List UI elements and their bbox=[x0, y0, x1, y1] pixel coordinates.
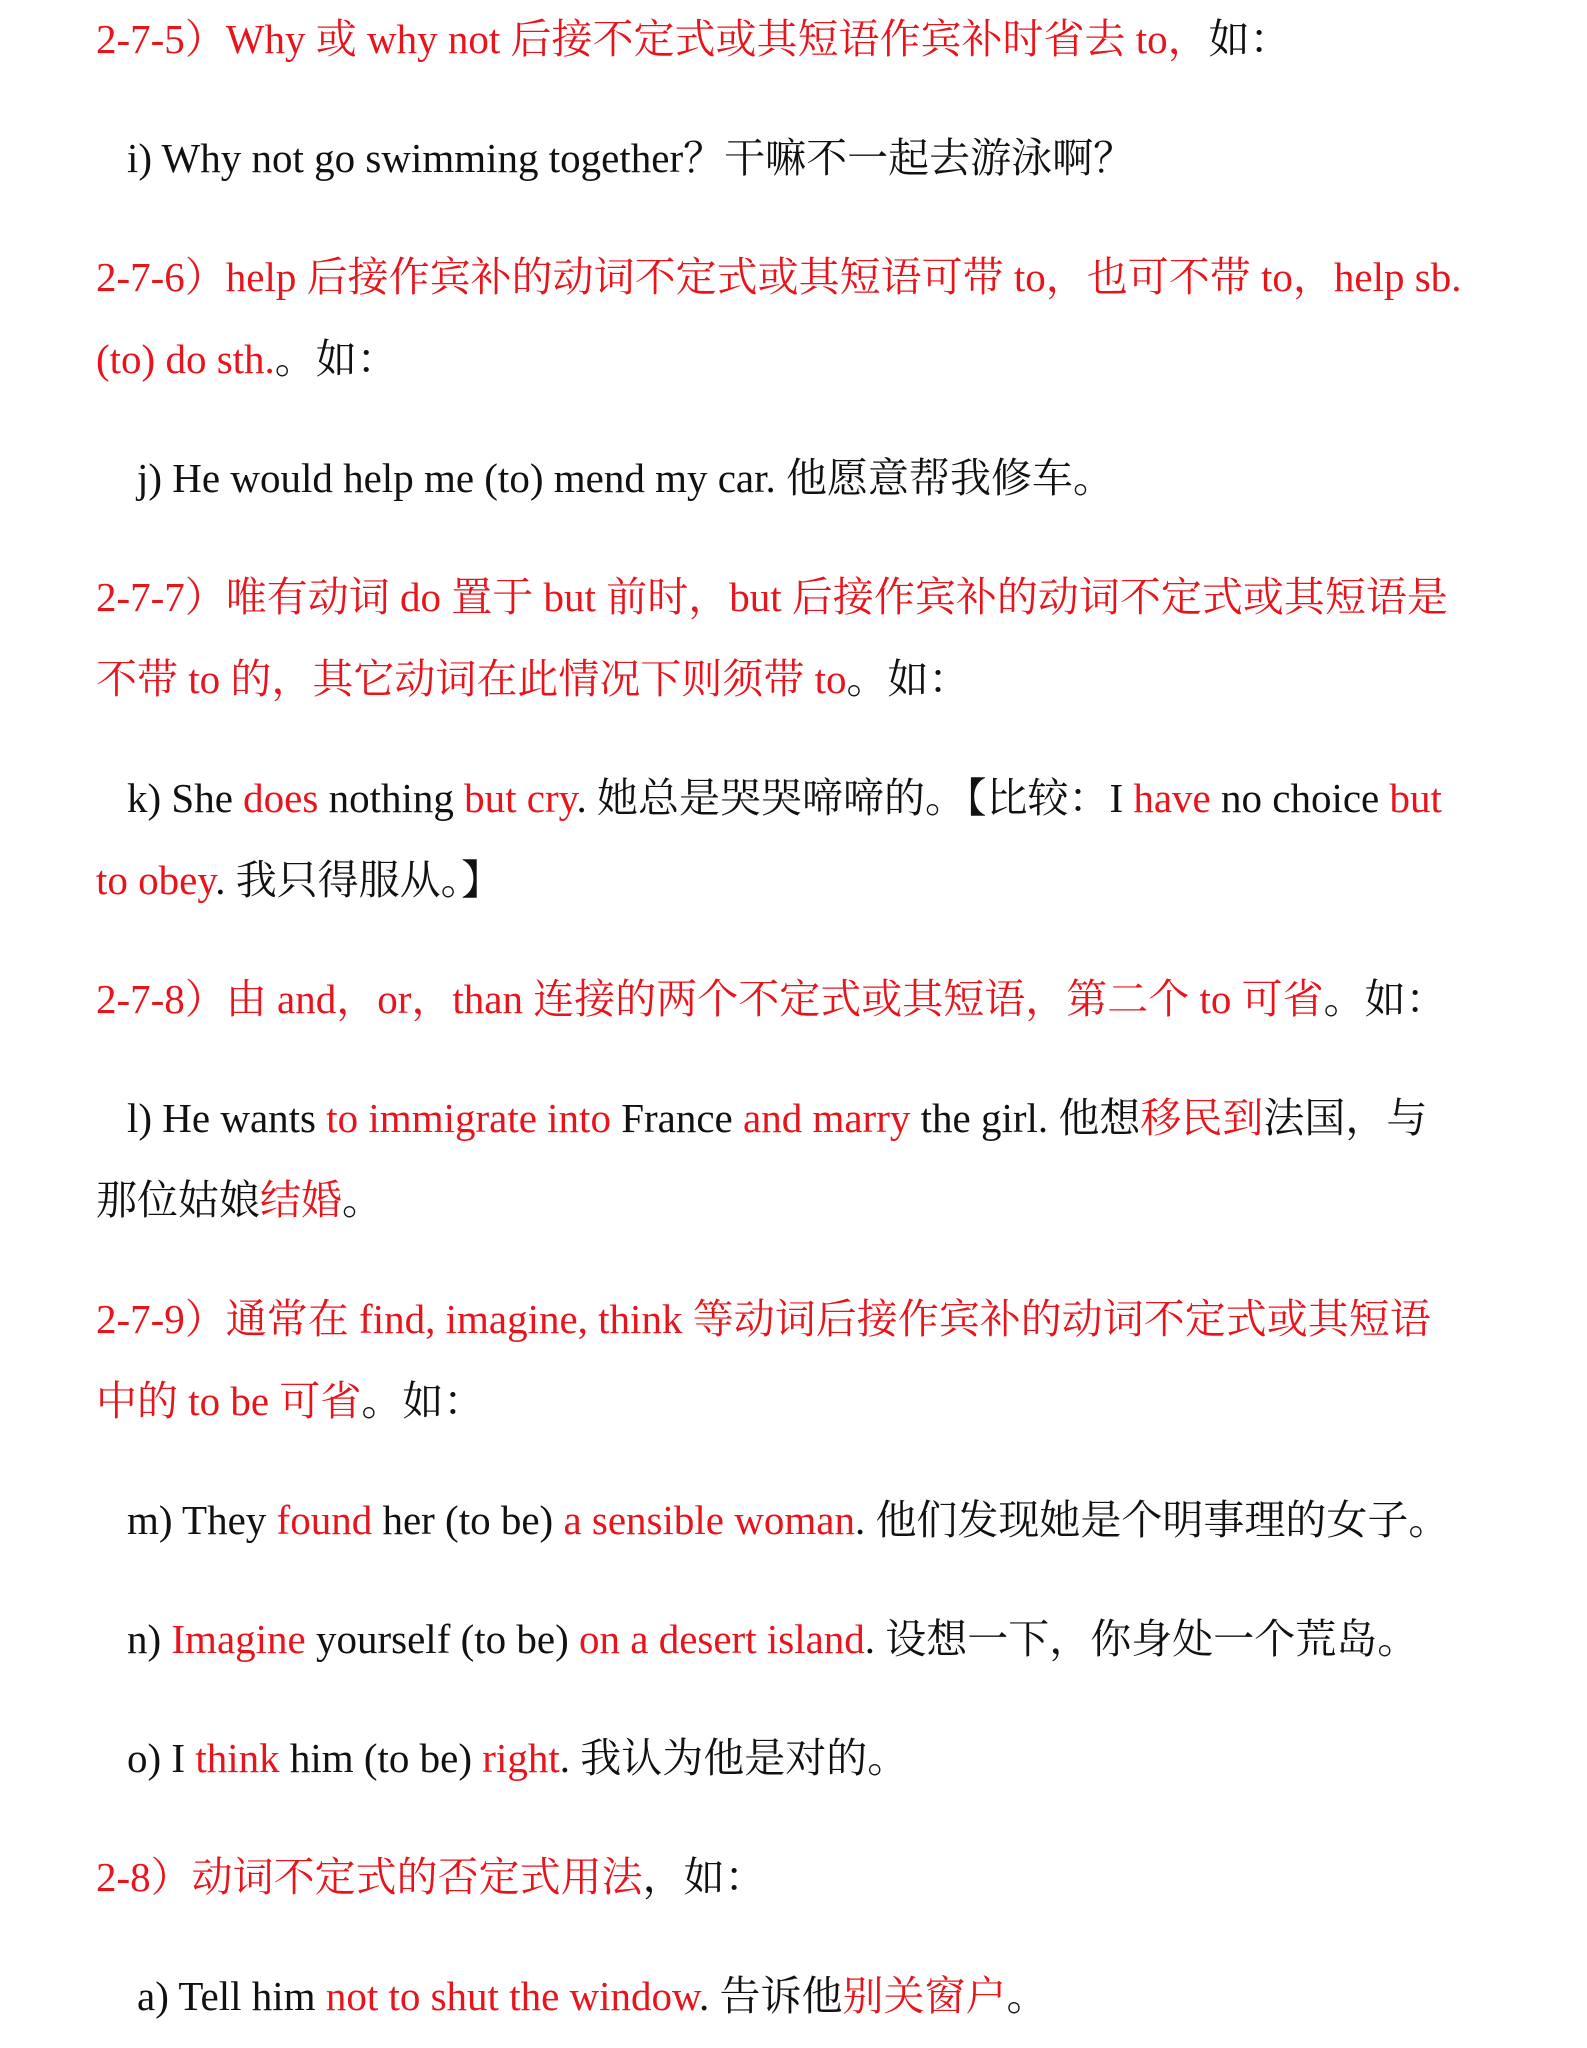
heading-2-7-7-line2 bbox=[96, 654, 970, 704]
highlighted-text: 别关窗户 bbox=[842, 1973, 1007, 2019]
body-text: . 他们发现她是个明事理的女子。 bbox=[854, 1497, 1450, 1543]
body-text: 。如： bbox=[361, 1378, 485, 1424]
example-j bbox=[137, 453, 1114, 503]
example-n bbox=[127, 1614, 1418, 1664]
highlighted-text: to obey bbox=[96, 857, 216, 903]
highlighted-text: think bbox=[195, 1735, 280, 1781]
body-text: . 设想一下，你身处一个荒岛。 bbox=[864, 1616, 1419, 1662]
heading-2-7-6-line1 bbox=[96, 252, 1461, 302]
highlighted-text: not to shut the window bbox=[325, 1973, 699, 2019]
highlighted-text: 2-7-6）help 后接作宾补的动词不定式或其短语可带 to，也可不带 to，help sb. bbox=[96, 254, 1462, 300]
highlighted-text: and marry bbox=[743, 1095, 911, 1141]
body-text: 。如： bbox=[274, 336, 398, 382]
body-text: k) She bbox=[127, 775, 244, 821]
body-text: . 告诉他 bbox=[698, 1973, 843, 2019]
body-text: . 我只得服从。】 bbox=[215, 857, 503, 903]
body-text: ，如： bbox=[642, 1854, 766, 1900]
example-l-line2 bbox=[96, 1175, 383, 1225]
body-text: l) He wants bbox=[127, 1095, 327, 1141]
heading-2-7-7-line1 bbox=[96, 572, 1448, 622]
highlighted-text: found bbox=[276, 1497, 373, 1543]
highlighted-text: have bbox=[1133, 775, 1211, 821]
example-k-line1 bbox=[127, 773, 1442, 823]
body-text: 。如： bbox=[1323, 976, 1447, 1022]
body-text: her (to be) bbox=[372, 1497, 564, 1543]
body-text: . 我认为他是对的。 bbox=[559, 1735, 909, 1781]
highlighted-text: on a desert island bbox=[579, 1616, 865, 1662]
body-text: him (to be) bbox=[279, 1735, 483, 1781]
body-text: 。 bbox=[342, 1177, 383, 1223]
body-text: the girl. 他想 bbox=[910, 1095, 1141, 1141]
highlighted-text: 2-8）动词不定式的否定式用法 bbox=[96, 1854, 643, 1900]
body-text: 那位姑娘 bbox=[96, 1177, 260, 1223]
body-text: 。如： bbox=[846, 656, 970, 702]
body-text: 如： bbox=[1208, 16, 1291, 62]
highlighted-text: does bbox=[243, 775, 319, 821]
heading-2-7-9-line2 bbox=[96, 1376, 484, 1426]
example-l-line1 bbox=[127, 1093, 1427, 1143]
body-text: yourself (to be) bbox=[305, 1616, 579, 1662]
body-text: j) He would help me (to) mend my car. 他愿意帮我修车。 bbox=[137, 455, 1114, 501]
highlighted-text: 2-7-5）Why 或 why not 后接不定式或其短语作宾补时省去 to， bbox=[96, 16, 1209, 62]
highlighted-text: 中的 to be 可省 bbox=[96, 1378, 362, 1424]
highlighted-text: but bbox=[1389, 775, 1442, 821]
body-text: 。 bbox=[1006, 1973, 1048, 2019]
example-i bbox=[127, 133, 1134, 183]
highlighted-text: 结婚 bbox=[260, 1177, 342, 1223]
heading-2-7-9-line1 bbox=[96, 1294, 1431, 1344]
highlighted-text: 2-7-9）通常在 find, imagine, think 等动词后接作宾补的动词不定式或其短语 bbox=[96, 1296, 1431, 1342]
example-o bbox=[127, 1733, 908, 1783]
highlighted-text: a sensible woman bbox=[563, 1497, 855, 1543]
heading-2-7-6-line2 bbox=[96, 334, 398, 384]
highlighted-text: (to) do sth. bbox=[96, 336, 275, 382]
body-text: nothing bbox=[318, 775, 465, 821]
highlighted-text: 不带 to 的，其它动词在此情况下则须带 to bbox=[96, 656, 847, 702]
heading-2-7-8 bbox=[96, 974, 1447, 1024]
body-text: France bbox=[610, 1095, 744, 1141]
highlighted-text: 2-7-8）由 and，or，than 连接的两个不定式或其短语，第二个 to 可省 bbox=[96, 976, 1324, 1022]
highlighted-text: 移民到 bbox=[1140, 1095, 1264, 1141]
body-text: a) Tell him bbox=[137, 1973, 326, 2019]
body-text: o) I bbox=[127, 1735, 196, 1781]
example-k-line2 bbox=[96, 855, 502, 905]
highlighted-text: Imagine bbox=[171, 1616, 306, 1662]
example-a bbox=[137, 1971, 1047, 2021]
highlighted-text: to immigrate into bbox=[326, 1095, 611, 1141]
body-text: m) They bbox=[127, 1497, 277, 1543]
body-text: . 她总是哭哭啼啼的。【比较：I bbox=[576, 775, 1134, 821]
heading-2-7-5 bbox=[96, 14, 1291, 64]
example-m bbox=[127, 1495, 1449, 1545]
body-text: i) Why not go swimming together？干嘛不一起去游泳啊？ bbox=[127, 135, 1135, 181]
highlighted-text: right bbox=[482, 1735, 560, 1781]
highlighted-text: but cry bbox=[464, 775, 577, 821]
body-text: n) bbox=[127, 1616, 172, 1662]
body-text: 法国，与 bbox=[1263, 1095, 1428, 1141]
heading-2-8 bbox=[96, 1852, 766, 1902]
highlighted-text: 2-7-7）唯有动词 do 置于 but 前时，but 后接作宾补的动词不定式或其短语是 bbox=[96, 574, 1448, 620]
body-text: no choice bbox=[1210, 775, 1390, 821]
